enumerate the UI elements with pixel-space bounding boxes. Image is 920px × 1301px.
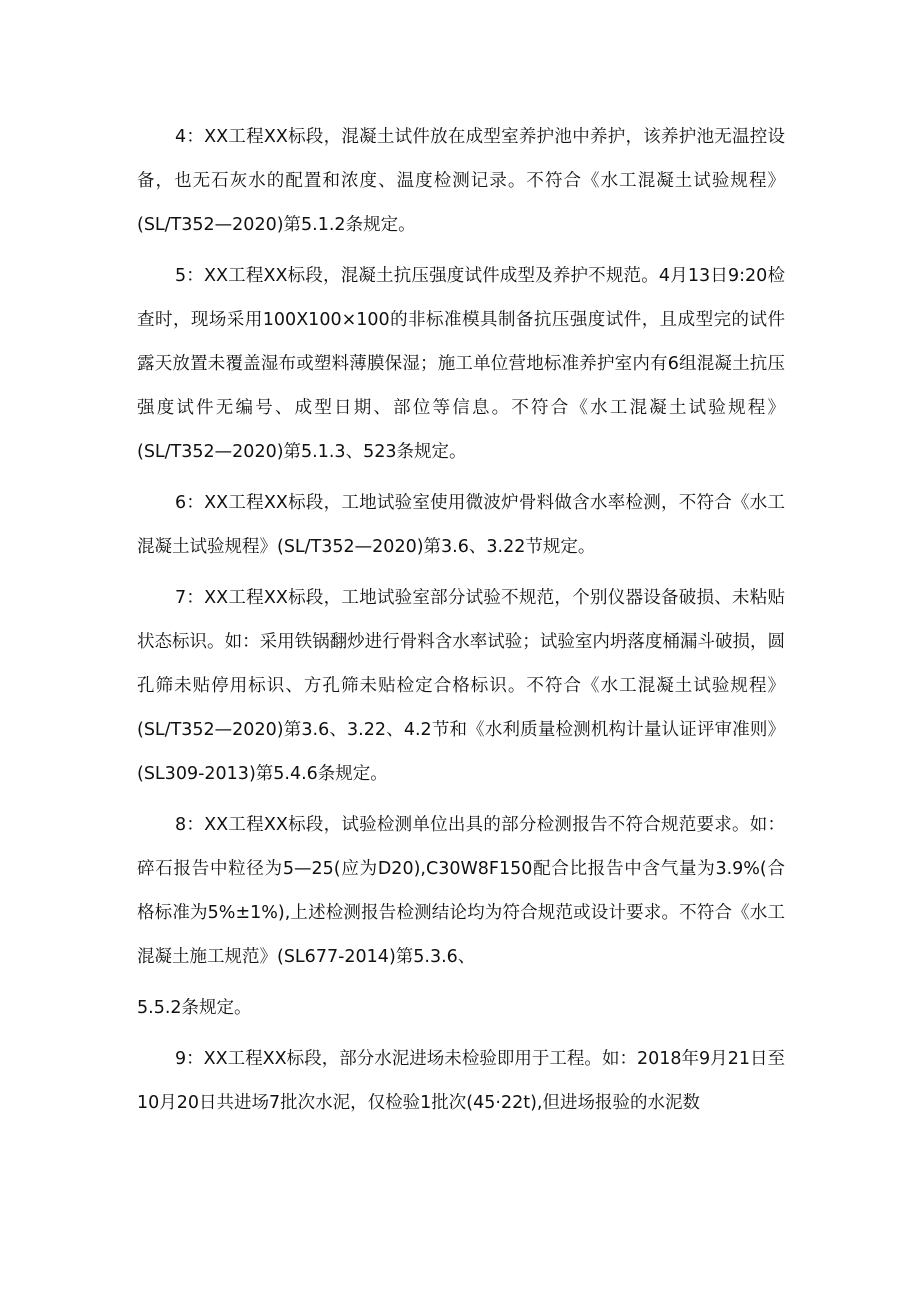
paragraph-item-4: 4：XX工程XX标段，混凝土试件放在成型室养护池中养护，该养护池无温控设备，也无石灰水的配置和浓度、温度检测记录。不符合《水工混凝土试验规程》(SL/T352—2020)第5.1.2条规定。 [137,127,785,235]
paragraph-item-7: 7：XX工程XX标段，工地试验室部分试验不规范，个别仪器设备破损、未粘贴状态标识。如：采用铁锅翻炒进行骨料含水率试验；试验室内坍落度桶漏斗破损，圆孔筛未贴停用标识、方孔筛未贴检定合格标识。不符合《水工混凝土试验规程》(SL/T352—2020)第3.6、3.22、4.2节和《水利质量检测机构计量认证评审准则》(SL309-2013)第5.4.6条规定。 [137,588,785,784]
document-body [137,115,785,1132]
paragraph-item-9: 9：XX工程XX标段，部分水泥进场未检验即用于工程。如：2018年9月21日至10月20日共进场7批次水泥，仅检验1批次(45·22t),但进场报验的水泥数 [137,1049,785,1113]
paragraph-item-6: 6：XX工程XX标段，工地试验室使用微波炉骨料做含水率检测，不符合《水工混凝土试验规程》(SL/T352—2020)第3.6、3.22节规定。 [137,493,785,557]
paragraph-item-8-continued: 5.5.2条规定。 [137,998,252,1018]
paragraph-item-8: 8：XX工程XX标段，试验检测单位出具的部分检测报告不符合规范要求。如：碎石报告中粒径为5—25(应为D20),C30W8F150配合比报告中含气量为3.9%(合格标准为5%±1%),上述检测报告检测结论均为符合规范或设计要求。不符合《水工混凝土施工规范》(SL677-2014)第5.3.6、 [137,815,785,967]
paragraph-item-5: 5：XX工程XX标段，混凝土抗压强度试件成型及养护不规范。4月13日9:20检查时，现场采用100X100×100的非标准模具制备抗压强度试件，且成型完的试件露天放置未覆盖湿布或塑料薄膜保湿；施工单位营地标准养护室内有6组混凝土抗压强度试件无编号、成型日期、部位等信息。不符合《水工混凝土试验规程》(SL/T352—2020)第5.1.3、523条规定。 [137,266,785,462]
